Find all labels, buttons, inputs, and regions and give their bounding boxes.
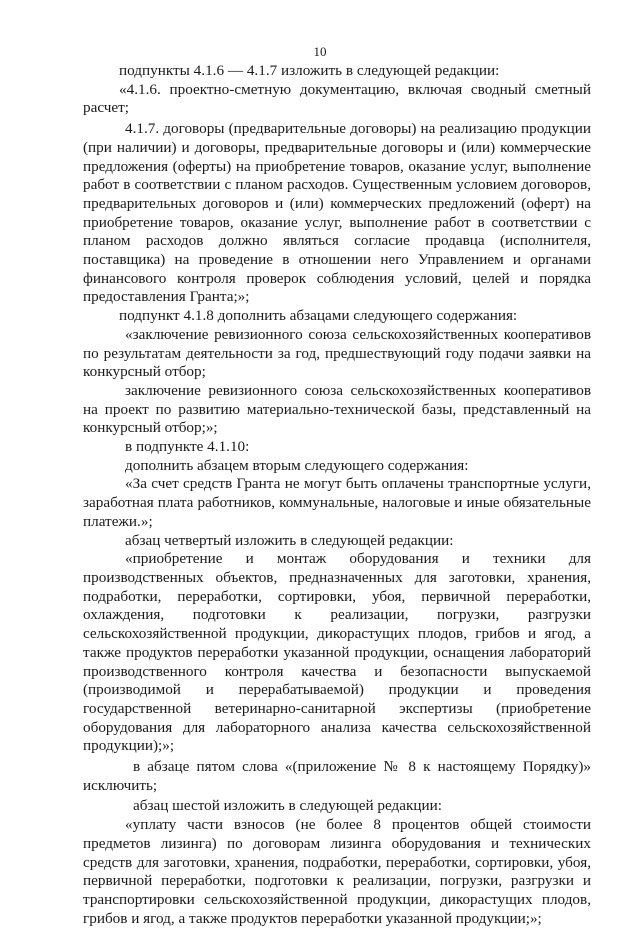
paragraph: подпункты 4.1.6 — 4.1.7 изложить в следующей редакции: bbox=[119, 62, 500, 79]
paragraph: заключение ревизионного союза сельскохозяйственных кооперативов на проект по развитию материально-технической базы, представленный на конкурсный отбор;»; bbox=[83, 381, 591, 437]
paragraph: дополнить абзацем вторым следующего содержания: bbox=[125, 456, 469, 474]
paragraph: «уплату части взносов (не более 8 процентов общей стоимости предметов лизинга) по договорам лизинга оборудования и технических средств для заготовки, хранения, подработки, переработки, сортировки, убоя, первичной переработки, подготовки к реализации, погрузки, разгрузки и транспортировки сельскохозяйственной продукции, дикорастущих плодов, грибов и ягод, а также продуктов переработки указанной продукции;»; bbox=[83, 816, 591, 927]
paragraph: «заключение ревизионного союза сельскохозяйственных кооперативов по результатам деятельности за год, предшествующий году подачи заявки на конкурсный отбор; bbox=[83, 325, 591, 381]
page-number: 10 bbox=[313, 44, 327, 59]
paragraph: в абзаце пятом слова «(приложение № 8 к настоящему Порядку)» исключить; bbox=[83, 758, 591, 794]
document-body bbox=[83, 62, 591, 928]
paragraph: «приобретение и монтаж оборудования и техники для производственных объектов, предназначенных для заготовки, хранения, подработки, переработки, сортировки, убоя, первичной переработки, охлаждения, подготовки к реализации, погрузки, разгрузки сельскохозяйственной продукции, дикорастущих плодов, грибов и ягод, а также продуктов переработки указанной продукции, оснащения лабораторий производственного контроля качества и безопасности выпускаемой (производимой и перерабатываемой) продукции и проведения государственной ветеринарно-санитарной экспертизы (приобретение оборудования для лабораторного анализа качества сельскохозяйственной продукции);»; bbox=[83, 550, 591, 755]
paragraph: подпункт 4.1.8 дополнить абзацами следующего содержания: bbox=[119, 307, 518, 325]
paragraph: абзац четвертый изложить в следующей редакции: bbox=[125, 531, 454, 549]
paragraph: абзац шестой изложить в следующей редакции: bbox=[133, 797, 442, 815]
paragraph: 4.1.7. договоры (предварительные договоры) на реализацию продукции (при наличии) и договоры, предварительные договоры и (или) коммерческие предложения (оферты) на приобретение товаров, оказание услуг, выполнение работ в соответствии с планом расходов. Существенным условием договоров, предварительных договоров и (или) коммерческих предложений (оферт) на приобретение товаров, оказание услуг, выполнение работ в соответствии с планом расходов должно являться согласие продавца (исполнителя, поставщика) на проведение в отношении него Управлением и органами финансового контроля проверок соблюдения условий, целей и порядка предоставления Гранта;»; bbox=[83, 120, 591, 306]
paragraph: «4.1.6. проектно-сметную документацию, включая сводный сметный расчет; bbox=[83, 80, 591, 117]
paragraph: «За счет средств Гранта не могут быть оплачены транспортные услуги, заработная плата работников, коммунальные, налоговые и иные обязательные платежи.»; bbox=[83, 475, 591, 530]
paragraph: в подпункте 4.1.10: bbox=[125, 438, 250, 456]
